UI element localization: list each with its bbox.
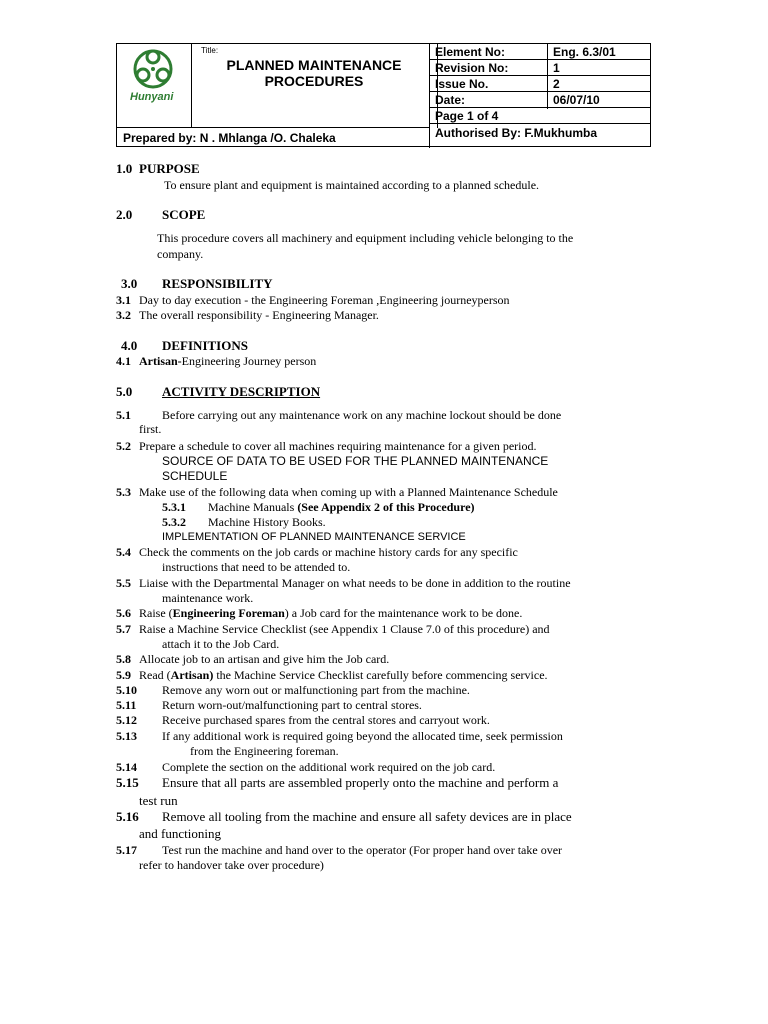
- item-5-17-line-2: refer to handover take over procedure): [139, 858, 324, 872]
- section-3-number: 3.0: [121, 276, 138, 291]
- element-no-row: [429, 44, 651, 60]
- item-5-17-number: 5.17: [116, 843, 137, 857]
- subheading-implementation: IMPLEMENTATION OF PLANNED MAINTENANCE SERVICE: [162, 531, 466, 543]
- section-2-number: 2.0: [116, 207, 133, 222]
- title-line-2: PROCEDURES: [264, 73, 364, 89]
- item-5-7-line-1: Raise a Machine Service Checklist (see Appendix 1 Clause 7.0 of this procedure) and: [139, 622, 550, 636]
- item-5-16-line-1: Remove all tooling from the machine and ensure all safety devices are in place: [162, 809, 572, 824]
- section-2-title: SCOPE: [162, 207, 206, 222]
- item-5-6: [139, 606, 522, 620]
- section-4-number: 4.0: [121, 338, 138, 353]
- item-5-7-number: 5.7: [116, 622, 131, 636]
- item-5-7-line-2: attach it to the Job Card.: [162, 637, 280, 651]
- item-5-17-line-1: Test run the machine and hand over to the operator (For proper hand over take over: [162, 843, 563, 857]
- item-5-8-number: 5.8: [116, 652, 131, 666]
- item-5-3-1-text: Machine Manuals: [208, 500, 295, 514]
- item-5-6-role: Engineering Foreman: [172, 606, 285, 620]
- document-title: [191, 57, 437, 89]
- item-5-9-role: Artisan): [170, 668, 214, 682]
- title-line-1: PLANNED MAINTENANCE: [226, 57, 402, 73]
- item-5-9-pre: Read (: [139, 668, 171, 682]
- subheading-source-of-data-line-2: SCHEDULE: [162, 469, 228, 483]
- item-5-5-number: 5.5: [116, 576, 131, 590]
- item-5-6-pre: Raise (: [139, 606, 173, 620]
- item-5-3-1-number: 5.3.1: [162, 500, 186, 514]
- revision-no-label: Revision No:: [435, 61, 509, 75]
- item-5-9-number: 5.9: [116, 668, 131, 682]
- item-5-9: [139, 668, 548, 682]
- item-5-5-line-2: maintenance work.: [162, 591, 254, 605]
- item-3-1-text: Day to day execution - the Engineering Foreman ,Engineering journeyperson: [139, 293, 510, 307]
- item-3-2-text: The overall responsibility - Engineering Manager.: [139, 308, 379, 322]
- item-5-1-line-2: first.: [139, 422, 162, 436]
- item-5-10-number: 5.10: [116, 683, 137, 697]
- item-5-5-line-1: Liaise with the Departmental Manager on what needs to be done in addition to the routine: [139, 576, 571, 590]
- item-5-13-number: 5.13: [116, 729, 137, 743]
- revision-no-row: [429, 60, 651, 76]
- document-header: [116, 43, 651, 147]
- title-cell: [191, 44, 438, 128]
- purpose-text: To ensure plant and equipment is maintained according to a planned schedule.: [164, 178, 540, 192]
- item-5-14-text: Complete the section on the additional work required on the job card.: [162, 760, 496, 774]
- item-5-3-1: [208, 500, 475, 514]
- item-3-1-number: 3.1: [116, 293, 131, 307]
- page-row: [429, 108, 651, 124]
- logo-cell: [117, 44, 192, 128]
- section-1-title: PURPOSE: [139, 161, 200, 176]
- item-5-15-line-1: Ensure that all parts are assembled properly onto the machine and perform a: [162, 775, 559, 790]
- date-value: 06/07/10: [553, 93, 600, 107]
- item-5-16-line-2: and functioning: [139, 826, 221, 841]
- item-5-3-text: Make use of the following data when coming up with a Planned Maintenance Schedule: [139, 485, 558, 499]
- item-5-16-number: 5.16: [116, 809, 139, 824]
- section-3-title: RESPONSIBILITY: [162, 276, 273, 291]
- authorised-by: Authorised By: F.Mukhumba: [435, 126, 598, 140]
- meta-divider: [547, 44, 548, 109]
- item-5-12-text: Receive purchased spares from the central stores and carryout work.: [162, 713, 490, 727]
- item-5-12-number: 5.12: [116, 713, 137, 727]
- section-1-number: 1.0: [116, 161, 133, 176]
- hunyani-logo-icon: [131, 48, 175, 90]
- item-5-13-line-2: from the Engineering foreman.: [190, 744, 339, 758]
- item-4-1-number: 4.1: [116, 354, 131, 368]
- section-5-number: 5.0: [116, 384, 133, 399]
- item-3-2-number: 3.2: [116, 308, 131, 322]
- item-5-2-text: Prepare a schedule to cover all machines requiring maintenance for a given period.: [139, 439, 537, 453]
- item-5-11-text: Return worn-out/malfunctioning part to central stores.: [162, 698, 422, 712]
- item-5-3-2-text: Machine History Books.: [208, 515, 326, 529]
- item-5-6-number: 5.6: [116, 606, 131, 620]
- issue-no-row: [429, 76, 651, 92]
- item-5-3-2-number: 5.3.2: [162, 515, 186, 529]
- header-bottom-rule: [117, 127, 429, 128]
- item-5-15-line-2: test run: [139, 793, 178, 808]
- item-5-4-number: 5.4: [116, 545, 131, 559]
- logo-text: Hunyani: [130, 91, 174, 103]
- subheading-source-of-data-line-1: SOURCE OF DATA TO BE USED FOR THE PLANNED MAINTENANCE: [162, 454, 549, 468]
- item-5-1-number: 5.1: [116, 408, 131, 422]
- issue-no-label: Issue No.: [435, 77, 489, 91]
- definition-text: Engineering Journey person: [181, 354, 317, 368]
- column-divider: [429, 44, 430, 148]
- item-5-2-number: 5.2: [116, 439, 131, 453]
- item-5-11-number: 5.11: [116, 698, 137, 712]
- item-5-6-post: ) a Job card for the maintenance work to be done.: [284, 606, 523, 620]
- item-4-1: [139, 354, 316, 368]
- date-label: Date:: [435, 93, 466, 107]
- section-4-title: DEFINITIONS: [162, 338, 248, 353]
- scope-line-2: company.: [157, 247, 204, 261]
- definition-term: Artisan-: [139, 354, 182, 368]
- element-no-label: Element No:: [435, 45, 506, 59]
- item-5-4-line-2: instructions that need to be attended to.: [162, 560, 351, 574]
- item-5-8-text: Allocate job to an artisan and give him the Job card.: [139, 652, 390, 666]
- item-5-1-line-1: Before carrying out any maintenance work on any machine lockout should be done: [162, 408, 562, 422]
- title-label: Title:: [201, 46, 219, 55]
- item-5-13-line-1: If any additional work is required going beyond the allocated time, seek permission: [162, 729, 563, 743]
- appendix-2-reference: (See Appendix 2 of this Procedure): [297, 500, 475, 514]
- date-row: [429, 92, 651, 108]
- page-label: Page 1 of 4: [435, 109, 499, 123]
- scope-line-1: This procedure covers all machinery and equipment including vehicle belonging to the: [157, 231, 574, 245]
- item-5-3-number: 5.3: [116, 485, 131, 499]
- item-5-10-text: Remove any worn out or malfunctioning part from the machine.: [162, 683, 470, 697]
- item-5-14-number: 5.14: [116, 760, 137, 774]
- section-5-title: ACTIVITY DESCRIPTION: [162, 384, 321, 399]
- revision-no-value: 1: [553, 61, 560, 75]
- item-5-15-number: 5.15: [116, 775, 139, 790]
- prepared-by: Prepared by: N . Mhlanga /O. Chaleka: [123, 131, 336, 145]
- issue-no-value: 2: [553, 77, 560, 91]
- item-5-4-line-1: Check the comments on the job cards or machine history cards for any specific: [139, 545, 518, 559]
- element-no-value: Eng. 6.3/01: [553, 45, 616, 59]
- item-5-9-post: the Machine Service Checklist carefully before commencing service.: [213, 668, 548, 682]
